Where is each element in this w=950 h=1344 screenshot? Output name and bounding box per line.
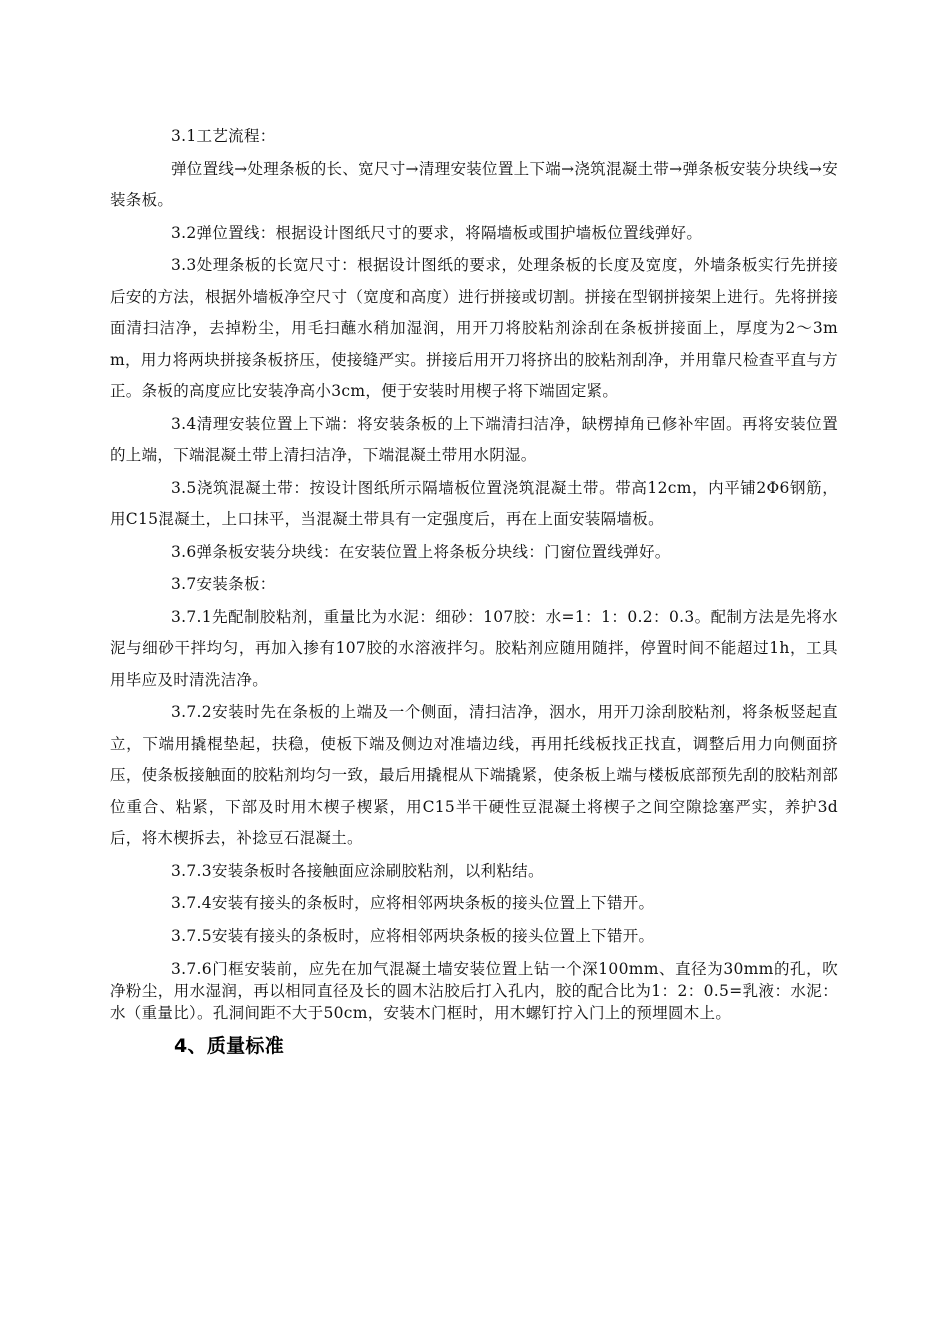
paragraph-3-7-5: 3.7.5安装有接头的条板时，应将相邻两块条板的接头位置上下错开。 [171, 926, 655, 945]
paragraph-3-7-3: 3.7.3安装条板时各接触面应涂刷胶粘剂，以利粘结。 [171, 861, 544, 880]
paragraph-3-4: 3.4清理安装位置上下端：将安装条板的上下端清扫洁净，缺楞掉角已修补牢固。再将安装位置的上端，下端混凝土带上清扫洁净，下端混凝土带用水阴湿。 [110, 414, 838, 464]
paragraph-3-7: 3.7安装条板： [171, 575, 276, 593]
paragraph-3-1: 3.1工艺流程： [171, 127, 276, 145]
section-heading-quality-standard: 4、质量标准 [174, 1035, 285, 1057]
document-body [110, 121, 838, 1063]
paragraph-3-7-1: 3.7.1先配制胶粘剂，重量比为水泥：细砂：107胶：水=1：1：0.2：0.3。配制方法是先将水泥与细砂干拌均匀，再加入掺有107胶的水溶液拌匀。胶粘剂应随用随拌，停置时间不能超过1h，工具用毕应及时清洗洁净。 [110, 607, 838, 689]
paragraph-3-7-6: 3.7.6门框安装前，应先在加气混凝土墙安装位置上钻一个深100mm、直径为30mm的孔，吹净粉尘，用水湿润，再以相同直径及长的圆木沾胶后打入孔内，胶的配合比为1：2：0.5=乳液：水泥：水（重量比）。孔洞间距不大于50cm，安装木门框时，用木螺钉拧入门上的预埋圆木上。 [110, 960, 838, 1022]
paragraph-process-flow: 弹位置线→处理条板的长、宽尺寸→清理安装位置上下端→浇筑混凝土带→弹条板安装分块线→安装条板。 [110, 159, 838, 209]
paragraph-3-5: 3.5浇筑混凝土带：按设计图纸所示隔墙板位置浇筑混凝土带。带高12cm，内平铺2Φ6钢筋，用C15混凝土，上口抹平，当混凝土带具有一定强度后，再在上面安装隔墙板。 [110, 478, 838, 528]
paragraph-3-7-2: 3.7.2安装时先在条板的上端及一个侧面，清扫洁净，洇水，用开刀涂刮胶粘剂，将条板竖起直立，下端用撬棍垫起，扶稳，使板下端及侧边对准墙边线，再用托线板找正找直，调整后用力向侧面挤压，使条板接触面的胶粘剂均匀一致，最后用撬棍从下端撬紧，使条板上端与楼板底部预先刮的胶粘剂部位重合、粘紧，下部及时用木楔子楔紧，用C15半干硬性豆混凝土将楔子之间空隙捻塞严实，养护3d后，将木楔拆去，补捻豆石混凝土。 [110, 703, 838, 847]
paragraph-3-2: 3.2弹位置线：根据设计图纸尺寸的要求，将隔墙板或围护墙板位置线弹好。 [171, 223, 703, 242]
paragraph-3-6: 3.6弹条板安装分块线：在安装位置上将条板分块线：门窗位置线弹好。 [171, 542, 671, 561]
paragraph-3-7-4: 3.7.4安装有接头的条板时，应将相邻两块条板的接头位置上下错开。 [171, 894, 655, 912]
paragraph-3-3: 3.3处理条板的长宽尺寸：根据设计图纸的要求，处理条板的长度及宽度，外墙条板实行先拼接后安的方法，根据外墙板净空尺寸（宽度和高度）进行拼接或切割。拼接在型钢拼接架上进行。先将拼接面清扫洁净，去掉粉尘，用毛扫蘸水稍加湿润，用开刀将胶粘剂涂刮在条板拼接面上，厚度为2～3mm，用力将两块拼接条板挤压，使接缝严实。拼接后用开刀将挤出的胶粘剂刮净，并用靠尺检查平直与方正。条板的高度应比安装净高小3cm，便于安装时用楔子将下端固定紧。 [110, 256, 838, 400]
